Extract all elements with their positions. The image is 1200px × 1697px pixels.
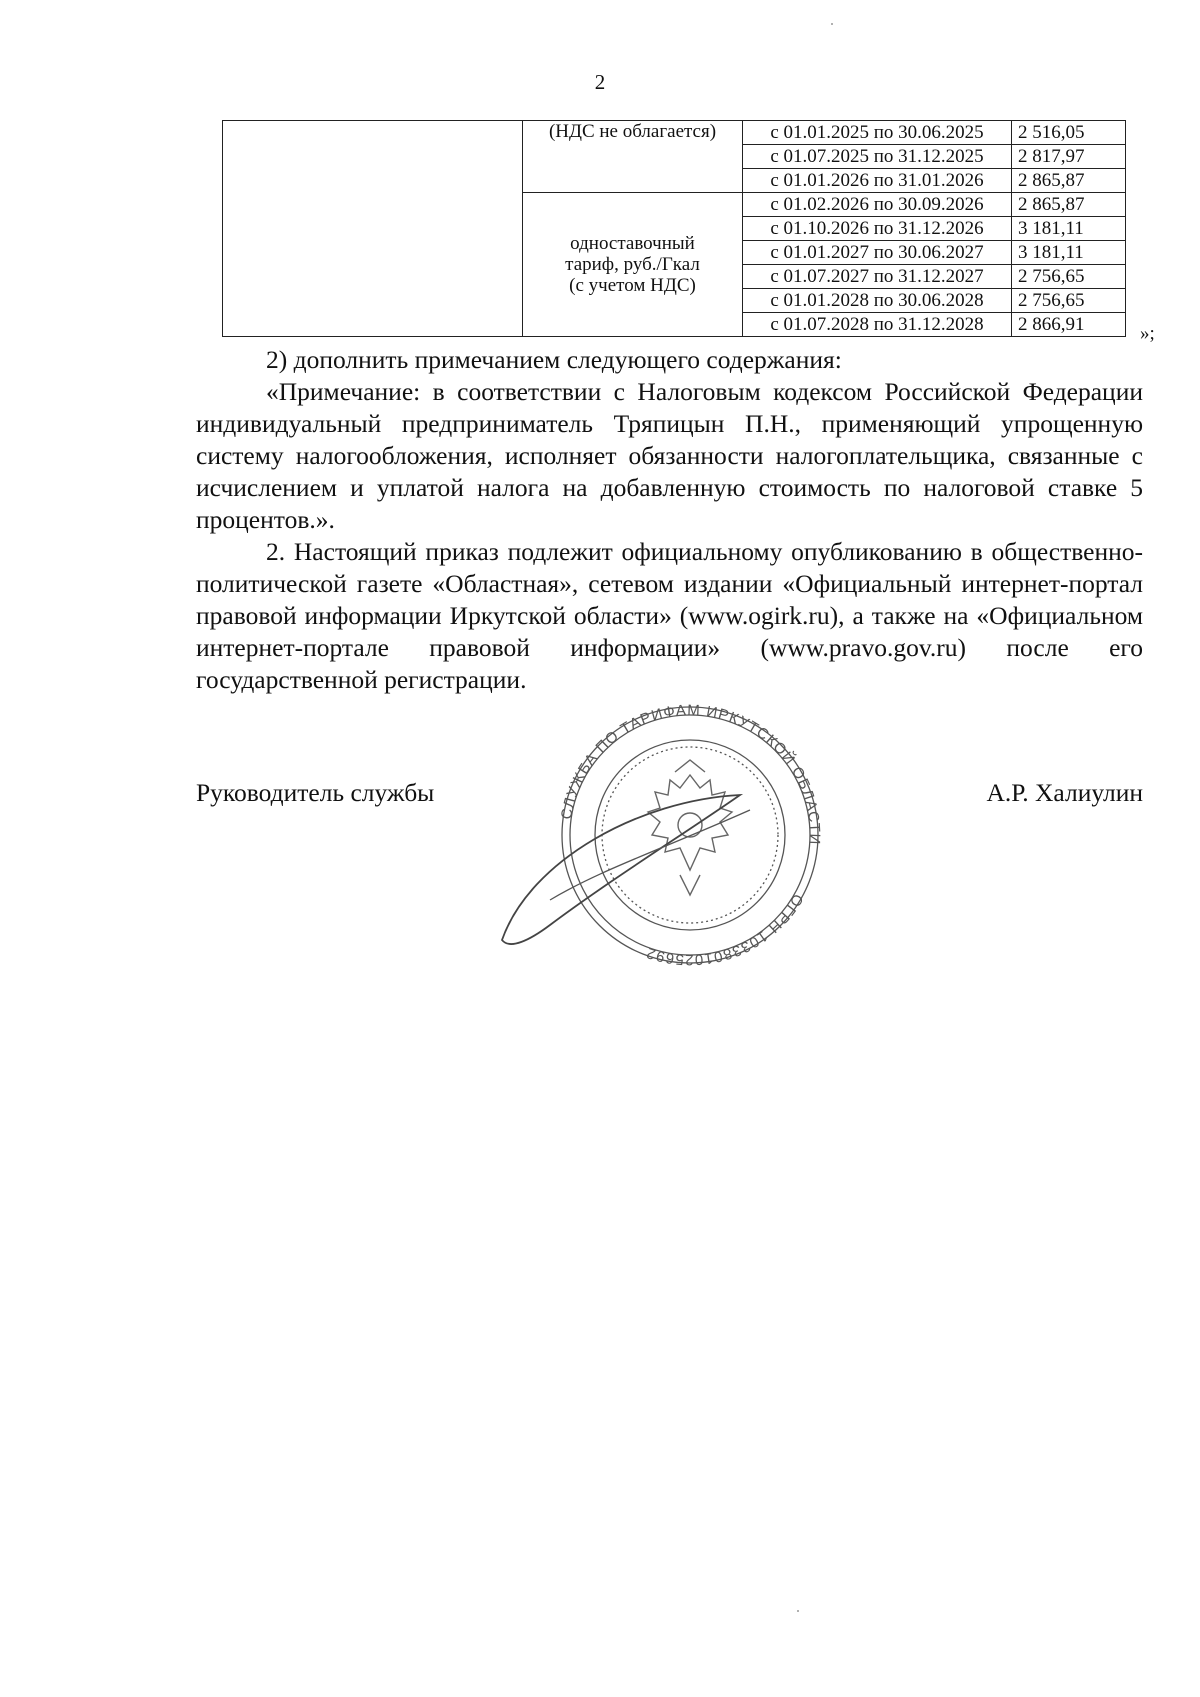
table-period-cell: с 01.01.2027 по 30.06.2027 [743,241,1012,265]
table-value-cell: 2 865,87 [1012,193,1126,217]
seal-outer-text: СЛУЖБА ПО ТАРИФАМ ИРКУТСКОЙ ОБЛАСТИ [558,701,824,846]
svg-text:СЛУЖБА ПО ТАРИФАМ ИРКУТСКОЙ ОБ [558,702,823,846]
table-period-cell: с 01.02.2026 по 30.09.2026 [743,193,1012,217]
body-text [196,344,1143,696]
eagle-emblem-icon [648,760,732,895]
svg-text:ОГРН 1033801025692 [644,891,807,968]
tariff-table [222,120,1126,337]
table-value-cell: 2 756,65 [1012,289,1126,313]
table-value-cell: 3 181,11 [1012,241,1126,265]
table-row [223,121,1126,145]
table-value-cell: 2 516,05 [1012,121,1126,145]
table-label-cell [523,193,743,337]
table-value-cell: 2 866,91 [1012,313,1126,337]
table-empty-cell [223,121,523,337]
table-value-cell: 3 181,11 [1012,217,1126,241]
table-period-cell: с 01.07.2028 по 31.12.2028 [743,313,1012,337]
page-number: 2 [594,70,606,94]
label-line: тариф, руб./Гкал [565,254,700,275]
closing-quote-mark: »; [1140,323,1155,344]
signer-position: Руководитель службы [196,778,435,807]
table-period-cell: с 01.07.2027 по 31.12.2027 [743,265,1012,289]
label-line: одноставочный [570,233,695,254]
official-seal-stamp [490,700,850,970]
table-period-cell: с 01.01.2028 по 30.06.2028 [743,289,1012,313]
table-period-cell: с 01.10.2026 по 31.12.2026 [743,217,1012,241]
paragraph-amendment-intro: 2) дополнить примечанием следующего содержания: [266,345,842,374]
label-line: (с учетом НДС) [569,275,696,296]
table-period-cell: с 01.07.2025 по 31.12.2025 [743,145,1012,169]
signature-scribble [502,795,740,944]
table-period-cell: с 01.01.2025 по 30.06.2025 [743,121,1012,145]
table-value-cell: 2 865,87 [1012,169,1126,193]
seal-ogrn-text: ОГРН 1033801025692 [643,890,807,969]
table-label-cell: (НДС не облагается) [523,121,743,193]
signer-name: А.Р. Халиулин [986,778,1143,807]
table-value-cell: 2 756,65 [1012,265,1126,289]
paragraph-publication: 2. Настоящий приказ подлежит официальному опубликованию в общественно-политической газете «Областная», сетевом издании «Официальный интернет-портал правовой информации Иркутской области» (www.ogirk.ru), а также на «Официальном интернет-портале правовой информации» (www.pravo.gov.ru) после его государственной регистрации. [196,537,1143,694]
table-period-cell: с 01.01.2026 по 31.01.2026 [743,169,1012,193]
paragraph-note: «Примечание: в соответствии с Налоговым кодексом Российской Федерации индивидуальный предприниматель Тряпицын П.Н., применяющий упрощенную систему налогообложения, исполняет обязанности налогоплательщика, связанные с исчислением и уплатой налога на добавленную стоимость по налоговой ставке 5 процентов.». [196,377,1143,534]
table-value-cell: 2 817,97 [1012,145,1126,169]
